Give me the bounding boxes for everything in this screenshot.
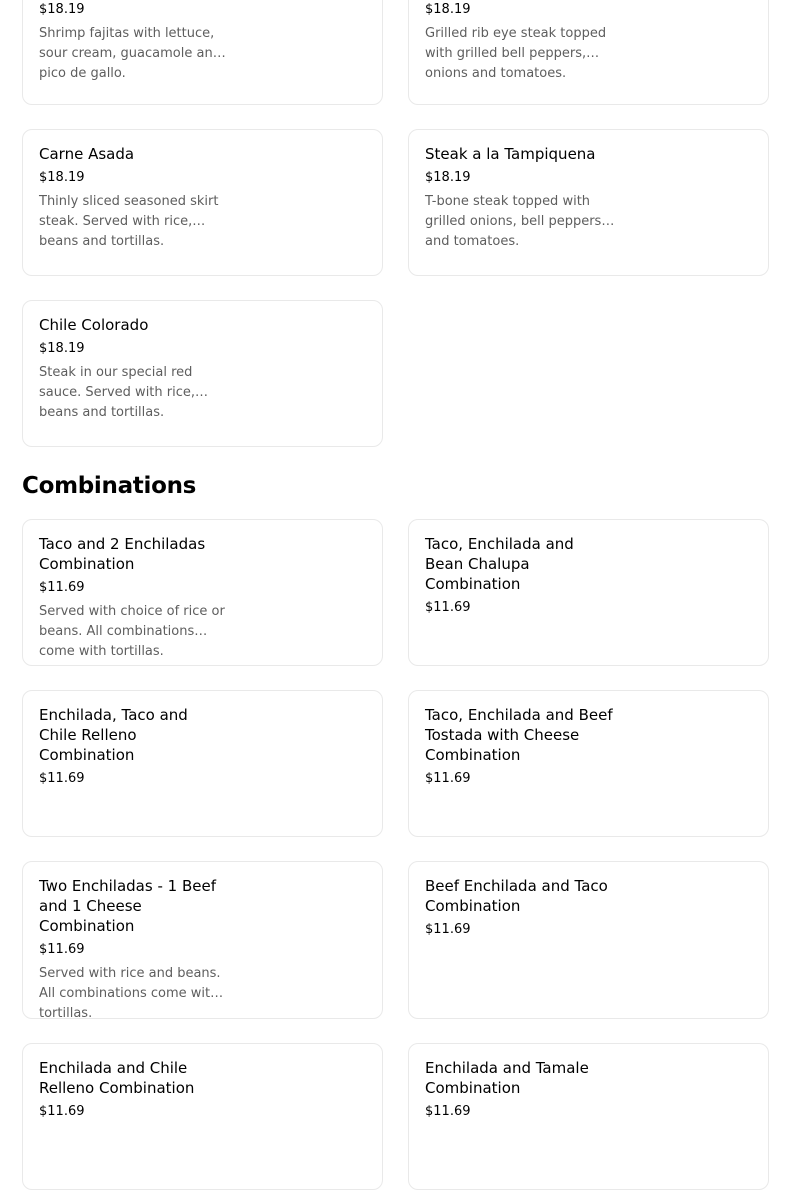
- item-price: $11.69: [39, 1104, 85, 1119]
- item-price: $11.69: [39, 942, 85, 957]
- menu-item-card[interactable]: [22, 690, 383, 837]
- item-price: $11.69: [425, 600, 471, 615]
- menu-item-card[interactable]: [408, 690, 769, 837]
- item-description: Grilled rib eye steak topped with grilled bell peppers, onions and tomatoes.: [425, 26, 607, 81]
- item-price: $18.19: [425, 2, 471, 17]
- item-description: Served with rice and beans. All combinations come with tortillas.: [39, 966, 221, 1021]
- menu-item-card[interactable]: [22, 0, 383, 105]
- menu-item-card[interactable]: [22, 861, 383, 1019]
- item-name: Enchilada and Chile Relleno Combination: [39, 1059, 195, 1097]
- item-name: Chile Colorado: [39, 316, 149, 334]
- menu-item-card[interactable]: [22, 1043, 383, 1190]
- item-name: Steak a la Tampiquena: [425, 145, 596, 163]
- menu-item-card[interactable]: [22, 300, 383, 447]
- item-description: T-bone steak topped with grilled onions, bell peppers and tomatoes.: [425, 194, 602, 249]
- menu-item-card[interactable]: [22, 519, 383, 666]
- item-name: Taco and 2 Enchiladas Combination: [39, 535, 206, 573]
- item-price: $11.69: [425, 922, 471, 937]
- item-name: Taco, Enchilada and Beef Tostada with Cheese Combination: [425, 706, 613, 764]
- item-name: Two Enchiladas - 1 Beef and 1 Cheese Combination: [39, 877, 216, 935]
- section-title-combinations: Combinations: [22, 473, 197, 499]
- item-name: Enchilada and Tamale Combination: [425, 1059, 589, 1097]
- item-price: $11.69: [425, 1104, 471, 1119]
- item-name: Carne Asada: [39, 145, 135, 163]
- item-description: Served with choice of rice or beans. All combinations come with tortillas.: [39, 604, 225, 659]
- item-description: Thinly sliced seasoned skirt steak. Served with rice, beans and tortillas.: [39, 194, 219, 249]
- item-name: Enchilada, Taco and Chile Relleno Combination: [39, 706, 188, 764]
- item-price: $18.19: [425, 170, 471, 185]
- item-price: $11.69: [39, 580, 85, 595]
- item-description: Steak in our special red sauce. Served with rice, beans and tortillas.: [39, 365, 196, 420]
- item-price: $18.19: [39, 2, 85, 17]
- menu-item-card[interactable]: [408, 1043, 769, 1190]
- item-price: $18.19: [39, 170, 85, 185]
- menu-item-card[interactable]: [408, 519, 769, 666]
- menu-item-card[interactable]: [408, 861, 769, 1019]
- item-description: Shrimp fajitas with lettuce, sour cream, guacamole and pico de gallo.: [39, 26, 221, 81]
- menu-item-card[interactable]: [408, 0, 769, 105]
- item-name: Beef Enchilada and Taco Combination: [425, 877, 608, 915]
- item-price: $11.69: [39, 771, 85, 786]
- item-name: Taco, Enchilada and Bean Chalupa Combination: [425, 535, 574, 593]
- menu-item-card[interactable]: [22, 129, 383, 276]
- item-price: $11.69: [425, 771, 471, 786]
- item-price: $18.19: [39, 341, 85, 356]
- menu-item-card[interactable]: [408, 129, 769, 276]
